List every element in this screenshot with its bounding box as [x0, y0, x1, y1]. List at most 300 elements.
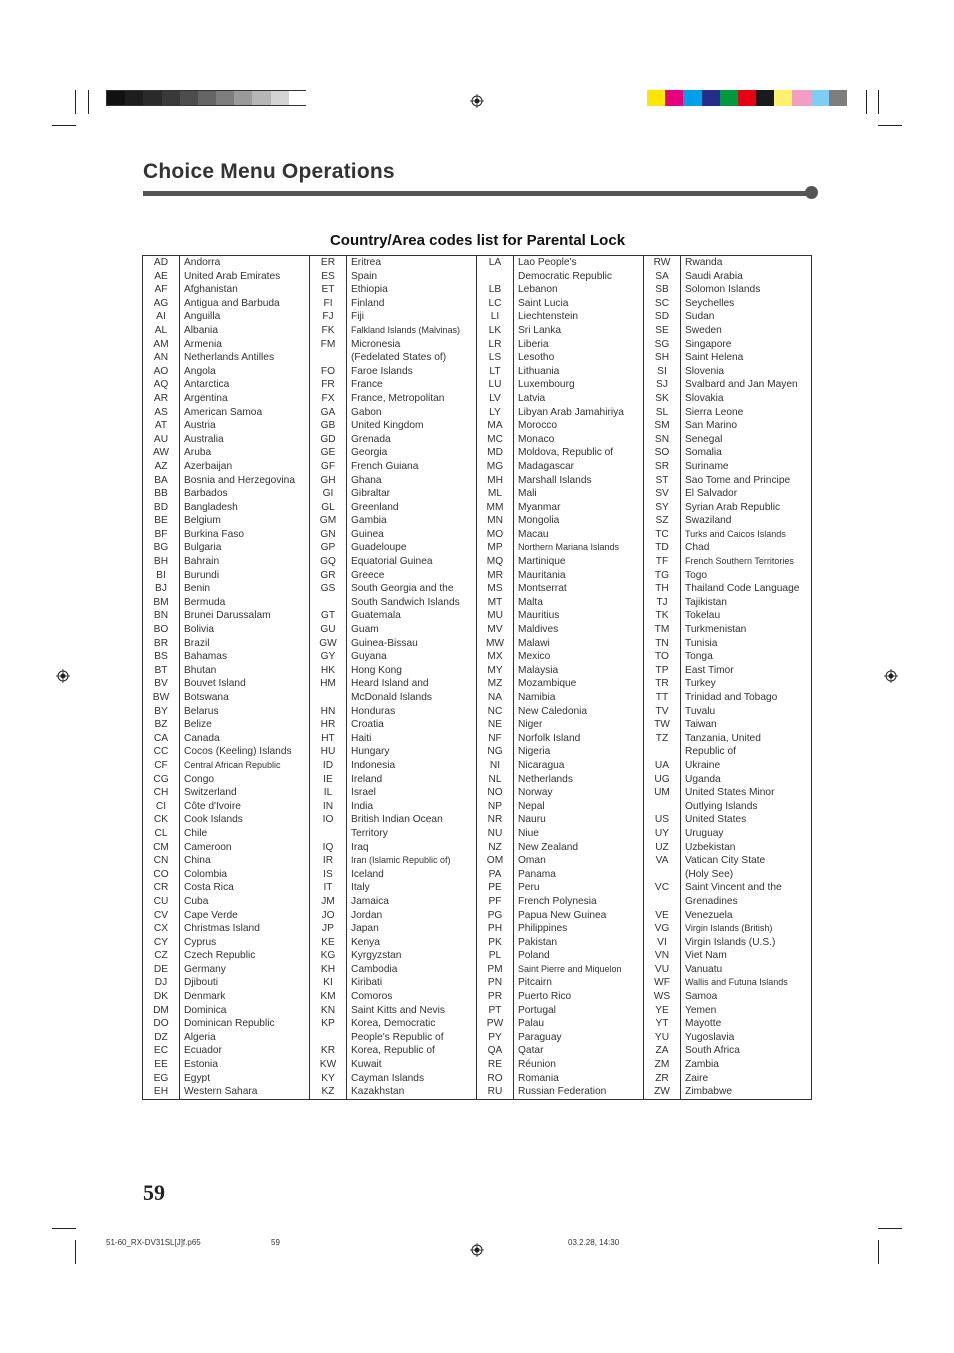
- country-name: Colombia: [180, 868, 310, 882]
- country-name: Cyprus: [180, 936, 310, 950]
- country-code: PR: [477, 990, 514, 1004]
- country-code: JO: [310, 909, 347, 923]
- table-row: [143, 541, 812, 555]
- country-code: IE: [310, 773, 347, 787]
- table-row: [143, 419, 812, 433]
- country-code: UM: [644, 786, 681, 800]
- footer-file-name: 51-60_RX-DV31SL[J]f.p65: [106, 1238, 201, 1247]
- table-row: [143, 718, 812, 732]
- country-code: GB: [310, 419, 347, 433]
- country-code: CA: [143, 732, 180, 746]
- country-name: French Southern Territories: [685, 556, 794, 567]
- country-code: PE: [477, 881, 514, 895]
- country-name: Chad: [685, 542, 710, 554]
- country-name: Saint Lucia: [514, 297, 644, 311]
- country-code: MA: [477, 419, 514, 433]
- country-name: Iran (Islamic Republic of): [347, 854, 477, 868]
- country-name: Samoa: [685, 991, 718, 1003]
- table-row: [143, 895, 812, 909]
- country-code: KN: [310, 1004, 347, 1018]
- table-row: [143, 868, 812, 882]
- country-code: GA: [310, 406, 347, 420]
- country-code: TW: [644, 718, 681, 732]
- country-name: Malaysia: [514, 664, 644, 678]
- country-code: ZW: [644, 1085, 681, 1099]
- country-code: LT: [477, 365, 514, 379]
- country-name: Zimbabwe: [685, 1086, 732, 1098]
- country-name: Brunei Darussalam: [180, 609, 310, 623]
- country-code: ZA: [644, 1044, 681, 1058]
- table-row: [143, 310, 812, 324]
- country-code: HR: [310, 718, 347, 732]
- table-row: [143, 949, 812, 963]
- country-name: Israel: [347, 786, 477, 800]
- country-code: SE: [644, 324, 681, 338]
- country-name: Mauritius: [514, 609, 644, 623]
- country-code: BA: [143, 474, 180, 488]
- country-code: DK: [143, 990, 180, 1004]
- country-code: DJ: [143, 976, 180, 990]
- page-number: 59: [143, 1180, 165, 1205]
- country-name: Liechtenstein: [514, 310, 644, 324]
- country-name: Tokelau: [685, 610, 721, 622]
- color-swatch: [665, 90, 684, 106]
- country-code: LS: [477, 351, 514, 365]
- country-name: Congo: [180, 773, 310, 787]
- page-title: Choice Menu Operations: [143, 160, 395, 183]
- country-code: SM: [644, 419, 681, 433]
- country-name: Mauritania: [514, 569, 644, 583]
- country-code: BN: [143, 609, 180, 623]
- country-code: BV: [143, 677, 180, 691]
- country-code: TH: [644, 582, 681, 596]
- country-name: Netherlands Antilles: [180, 351, 310, 365]
- country-code: PH: [477, 922, 514, 936]
- country-name: Portugal: [514, 1004, 644, 1018]
- registration-target-icon: [470, 1243, 484, 1257]
- country-name: Falkland Islands (Malvinas): [347, 324, 477, 338]
- country-code: BM: [143, 596, 180, 610]
- country-code: MT: [477, 596, 514, 610]
- country-code: NG: [477, 745, 514, 759]
- country-name: Kazakhstan: [347, 1085, 477, 1099]
- country-code: [644, 745, 681, 759]
- country-code: [310, 1031, 347, 1045]
- country-name: Bulgaria: [180, 541, 310, 555]
- country-code: SC: [644, 297, 681, 311]
- country-name: Austria: [180, 419, 310, 433]
- country-name: Barbados: [180, 487, 310, 501]
- country-name: Uzbekistan: [685, 841, 736, 853]
- country-code: TF: [644, 555, 681, 569]
- country-name: Papua New Guinea: [514, 909, 644, 923]
- country-code: HT: [310, 732, 347, 746]
- country-code: IT: [310, 881, 347, 895]
- gray-swatch: [198, 91, 217, 105]
- country-code: CR: [143, 881, 180, 895]
- country-name: Dominica: [180, 1004, 310, 1018]
- country-code: GT: [310, 609, 347, 623]
- country-code: TC: [644, 528, 681, 542]
- country-code: FR: [310, 378, 347, 392]
- country-name: Puerto Rico: [514, 990, 644, 1004]
- country-name: Turkey: [685, 678, 716, 690]
- country-name: Poland: [514, 949, 644, 963]
- country-code: KI: [310, 976, 347, 990]
- country-name: Venezuela: [685, 909, 733, 921]
- country-name: Armenia: [180, 338, 310, 352]
- country-name: Virgin Islands (British): [685, 923, 773, 934]
- country-name: South Africa: [685, 1045, 740, 1057]
- table-row: [143, 705, 812, 719]
- country-code: [310, 596, 347, 610]
- country-name: Vanuatu: [685, 963, 723, 975]
- country-name: Bahrain: [180, 555, 310, 569]
- country-code: NC: [477, 705, 514, 719]
- country-code: ES: [310, 270, 347, 284]
- table-row: [143, 406, 812, 420]
- country-name: Virgin Islands (U.S.): [685, 936, 776, 948]
- table-row: [143, 990, 812, 1004]
- country-code: MY: [477, 664, 514, 678]
- country-code: NP: [477, 800, 514, 814]
- country-code: KH: [310, 963, 347, 977]
- country-name: Albania: [180, 324, 310, 338]
- country-code: GR: [310, 569, 347, 583]
- country-code: TJ: [644, 596, 681, 610]
- country-code: GD: [310, 433, 347, 447]
- country-code: CI: [143, 800, 180, 814]
- country-name: Paraguay: [514, 1031, 644, 1045]
- country-code: CO: [143, 868, 180, 882]
- country-code: WS: [644, 990, 681, 1004]
- country-name: Pakistan: [514, 936, 644, 950]
- country-name: French Polynesia: [514, 895, 644, 909]
- table-row: [143, 297, 812, 311]
- country-code: IO: [310, 813, 347, 827]
- country-code: AN: [143, 351, 180, 365]
- table-row: [143, 1004, 812, 1018]
- country-name: Burundi: [180, 569, 310, 583]
- country-name: McDonald Islands: [347, 691, 477, 705]
- country-code: SD: [644, 310, 681, 324]
- country-code: BG: [143, 541, 180, 555]
- country-code: GI: [310, 487, 347, 501]
- country-code: OM: [477, 854, 514, 868]
- country-name: Afghanistan: [180, 283, 310, 297]
- country-code: UY: [644, 827, 681, 841]
- country-code: TZ: [644, 732, 681, 746]
- country-name: Brazil: [180, 637, 310, 651]
- country-name: Niger: [514, 718, 644, 732]
- country-name: New Caledonia: [514, 705, 644, 719]
- country-name: Sri Lanka: [514, 324, 644, 338]
- country-name: Slovakia: [685, 392, 724, 404]
- country-name: Dominican Republic: [180, 1017, 310, 1031]
- country-name: Georgia: [347, 446, 477, 460]
- country-code: ST: [644, 474, 681, 488]
- country-code: SJ: [644, 378, 681, 392]
- country-code: YU: [644, 1031, 681, 1045]
- table-row: [143, 759, 812, 773]
- country-code: EH: [143, 1085, 180, 1099]
- country-code: LU: [477, 378, 514, 392]
- country-code: FM: [310, 338, 347, 352]
- country-name: Wallis and Futuna Islands: [685, 977, 788, 988]
- country-name: Democratic Republic: [514, 270, 644, 284]
- table-title: Country/Area codes list for Parental Lock: [329, 232, 626, 249]
- country-code: NZ: [477, 841, 514, 855]
- gray-swatch: [125, 91, 144, 105]
- country-code: RO: [477, 1072, 514, 1086]
- country-code: LR: [477, 338, 514, 352]
- country-code: NE: [477, 718, 514, 732]
- country-name: Saint Helena: [685, 352, 744, 364]
- country-code: TP: [644, 664, 681, 678]
- color-swatch: [756, 90, 775, 106]
- country-code: FI: [310, 297, 347, 311]
- country-code: FK: [310, 324, 347, 338]
- country-code: LY: [477, 406, 514, 420]
- country-code: MH: [477, 474, 514, 488]
- table-row: [143, 1044, 812, 1058]
- table-row: [143, 256, 812, 270]
- country-name: Myanmar: [514, 501, 644, 515]
- table-row: [143, 474, 812, 488]
- country-name: Maldives: [514, 623, 644, 637]
- country-name: Japan: [347, 922, 477, 936]
- country-code: UZ: [644, 841, 681, 855]
- table-row: [143, 677, 812, 691]
- gray-swatch: [143, 91, 162, 105]
- country-name: Korea, Democratic: [347, 1017, 477, 1031]
- country-name: Latvia: [514, 392, 644, 406]
- country-code: [644, 868, 681, 882]
- country-code: [644, 895, 681, 909]
- country-name: Central African Republic: [180, 759, 310, 773]
- country-code: VE: [644, 909, 681, 923]
- table-row: [143, 609, 812, 623]
- country-name: Lithuania: [514, 365, 644, 379]
- country-code: GN: [310, 528, 347, 542]
- gray-swatch: [289, 91, 308, 105]
- color-swatch: [829, 90, 848, 106]
- table-row: [143, 514, 812, 528]
- country-code: NL: [477, 773, 514, 787]
- table-row: [143, 827, 812, 841]
- country-name: Republic of: [685, 746, 736, 758]
- country-name: (Fedelated States of): [347, 351, 477, 365]
- country-name: British Indian Ocean: [347, 813, 477, 827]
- country-name: Australia: [180, 433, 310, 447]
- country-name: Belgium: [180, 514, 310, 528]
- country-name: Northern Mariana Islands: [514, 541, 644, 555]
- country-name: Somalia: [685, 447, 722, 459]
- country-name: Territory: [347, 827, 477, 841]
- color-calibration-bar: [647, 90, 847, 106]
- table-row: [143, 909, 812, 923]
- country-code: IL: [310, 786, 347, 800]
- country-name: Ireland: [347, 773, 477, 787]
- country-name: San Marino: [685, 420, 738, 432]
- country-code: ET: [310, 283, 347, 297]
- country-name: Rwanda: [685, 257, 723, 268]
- table-row: [143, 378, 812, 392]
- country-name: Bhutan: [180, 664, 310, 678]
- country-code: ID: [310, 759, 347, 773]
- country-name: Philippines: [514, 922, 644, 936]
- country-name: Yemen: [685, 1004, 717, 1016]
- country-code: NF: [477, 732, 514, 746]
- table-row: [143, 351, 812, 365]
- country-name: Kuwait: [347, 1058, 477, 1072]
- color-swatch: [720, 90, 739, 106]
- country-code: MU: [477, 609, 514, 623]
- country-name: Lebanon: [514, 283, 644, 297]
- country-code: RU: [477, 1085, 514, 1099]
- table-row: [143, 283, 812, 297]
- color-swatch: [683, 90, 702, 106]
- table-row: [143, 270, 812, 284]
- country-name: Morocco: [514, 419, 644, 433]
- country-name: Saudi Arabia: [685, 270, 743, 282]
- country-name: East Timor: [685, 664, 734, 676]
- table-row: [143, 786, 812, 800]
- country-name: Lesotho: [514, 351, 644, 365]
- country-name: Kenya: [347, 936, 477, 950]
- country-name: Libyan Arab Jamahiriya: [514, 406, 644, 420]
- country-code: LB: [477, 283, 514, 297]
- country-name: Guam: [347, 623, 477, 637]
- country-name: Anguilla: [180, 310, 310, 324]
- country-name: Bangladesh: [180, 501, 310, 515]
- country-code: GM: [310, 514, 347, 528]
- country-name: Taiwan: [685, 719, 717, 731]
- country-code: MS: [477, 582, 514, 596]
- country-name: Comoros: [347, 990, 477, 1004]
- country-name: Hungary: [347, 745, 477, 759]
- country-name: Argentina: [180, 392, 310, 406]
- country-code: NU: [477, 827, 514, 841]
- country-name: Réunion: [514, 1058, 644, 1072]
- country-code: CH: [143, 786, 180, 800]
- country-code: LI: [477, 310, 514, 324]
- country-code: PN: [477, 976, 514, 990]
- country-code: [310, 827, 347, 841]
- footer-page: 59: [271, 1238, 280, 1247]
- country-name: Finland: [347, 297, 477, 311]
- country-name: Djibouti: [180, 976, 310, 990]
- country-name: Madagascar: [514, 460, 644, 474]
- country-code: FX: [310, 392, 347, 406]
- country-code: SR: [644, 460, 681, 474]
- country-name: Trinidad and Tobago: [685, 692, 778, 703]
- country-code: RW: [644, 256, 681, 270]
- country-code: HK: [310, 664, 347, 678]
- country-name: Cameroon: [180, 841, 310, 855]
- country-name: Slovenia: [685, 365, 725, 377]
- country-name: Grenadines: [685, 895, 738, 907]
- registration-target-icon: [884, 669, 898, 683]
- country-name: Germany: [180, 963, 310, 977]
- table-row: [143, 460, 812, 474]
- country-name: Bosnia and Herzegovina: [180, 474, 310, 488]
- country-name: Denmark: [180, 990, 310, 1004]
- country-code: ZR: [644, 1072, 681, 1086]
- country-name: Martinique: [514, 555, 644, 569]
- country-name: United States: [685, 814, 747, 826]
- country-code: AO: [143, 365, 180, 379]
- country-code: [310, 691, 347, 705]
- country-code: SK: [644, 392, 681, 406]
- country-name: Netherlands: [514, 773, 644, 787]
- country-name: Uruguay: [685, 827, 724, 839]
- country-name: Suriname: [685, 460, 729, 472]
- country-code: AI: [143, 310, 180, 324]
- country-name: Mozambique: [514, 677, 644, 691]
- country-name: Singapore: [685, 338, 732, 350]
- country-name: Turkmenistan: [685, 624, 747, 636]
- table-row: [143, 650, 812, 664]
- table-row: [143, 664, 812, 678]
- country-code: CK: [143, 813, 180, 827]
- table-row: [143, 555, 812, 569]
- country-code: KZ: [310, 1085, 347, 1099]
- country-code: SA: [644, 270, 681, 284]
- country-name: Mayotte: [685, 1018, 722, 1030]
- country-name: Turks and Caicos Islands: [685, 528, 786, 539]
- country-code: AQ: [143, 378, 180, 392]
- country-name: Azerbaijan: [180, 460, 310, 474]
- country-name: French Guiana: [347, 460, 477, 474]
- country-name: Angola: [180, 365, 310, 379]
- country-code: MZ: [477, 677, 514, 691]
- country-code: GY: [310, 650, 347, 664]
- country-code: GS: [310, 582, 347, 596]
- country-code: GW: [310, 637, 347, 651]
- country-name: Eritrea: [347, 256, 477, 270]
- country-code: VG: [644, 922, 681, 936]
- country-name: Qatar: [514, 1044, 644, 1058]
- country-name: Montserrat: [514, 582, 644, 596]
- gray-swatch: [107, 91, 126, 105]
- country-code: CY: [143, 936, 180, 950]
- country-name: Kiribati: [347, 976, 477, 990]
- country-name: Malawi: [514, 637, 644, 651]
- table-row: [143, 922, 812, 936]
- country-code: SY: [644, 501, 681, 515]
- country-name: Tuvalu: [685, 705, 716, 717]
- country-code: TD: [644, 541, 681, 555]
- country-code: PG: [477, 909, 514, 923]
- country-code: AL: [143, 324, 180, 338]
- country-code: NO: [477, 786, 514, 800]
- country-name: Tonga: [685, 651, 713, 663]
- country-code: BJ: [143, 582, 180, 596]
- country-name: Zambia: [685, 1059, 719, 1071]
- country-code: SL: [644, 406, 681, 420]
- country-name: Senegal: [685, 433, 723, 445]
- country-name: South Georgia and the: [347, 582, 477, 596]
- color-swatch: [702, 90, 721, 106]
- country-name: Cambodia: [347, 963, 477, 977]
- country-name: Benin: [180, 582, 310, 596]
- country-code: KE: [310, 936, 347, 950]
- country-name: United States Minor: [685, 787, 775, 799]
- country-name: Marshall Islands: [514, 474, 644, 488]
- country-name: Aruba: [180, 446, 310, 460]
- country-code: BY: [143, 705, 180, 719]
